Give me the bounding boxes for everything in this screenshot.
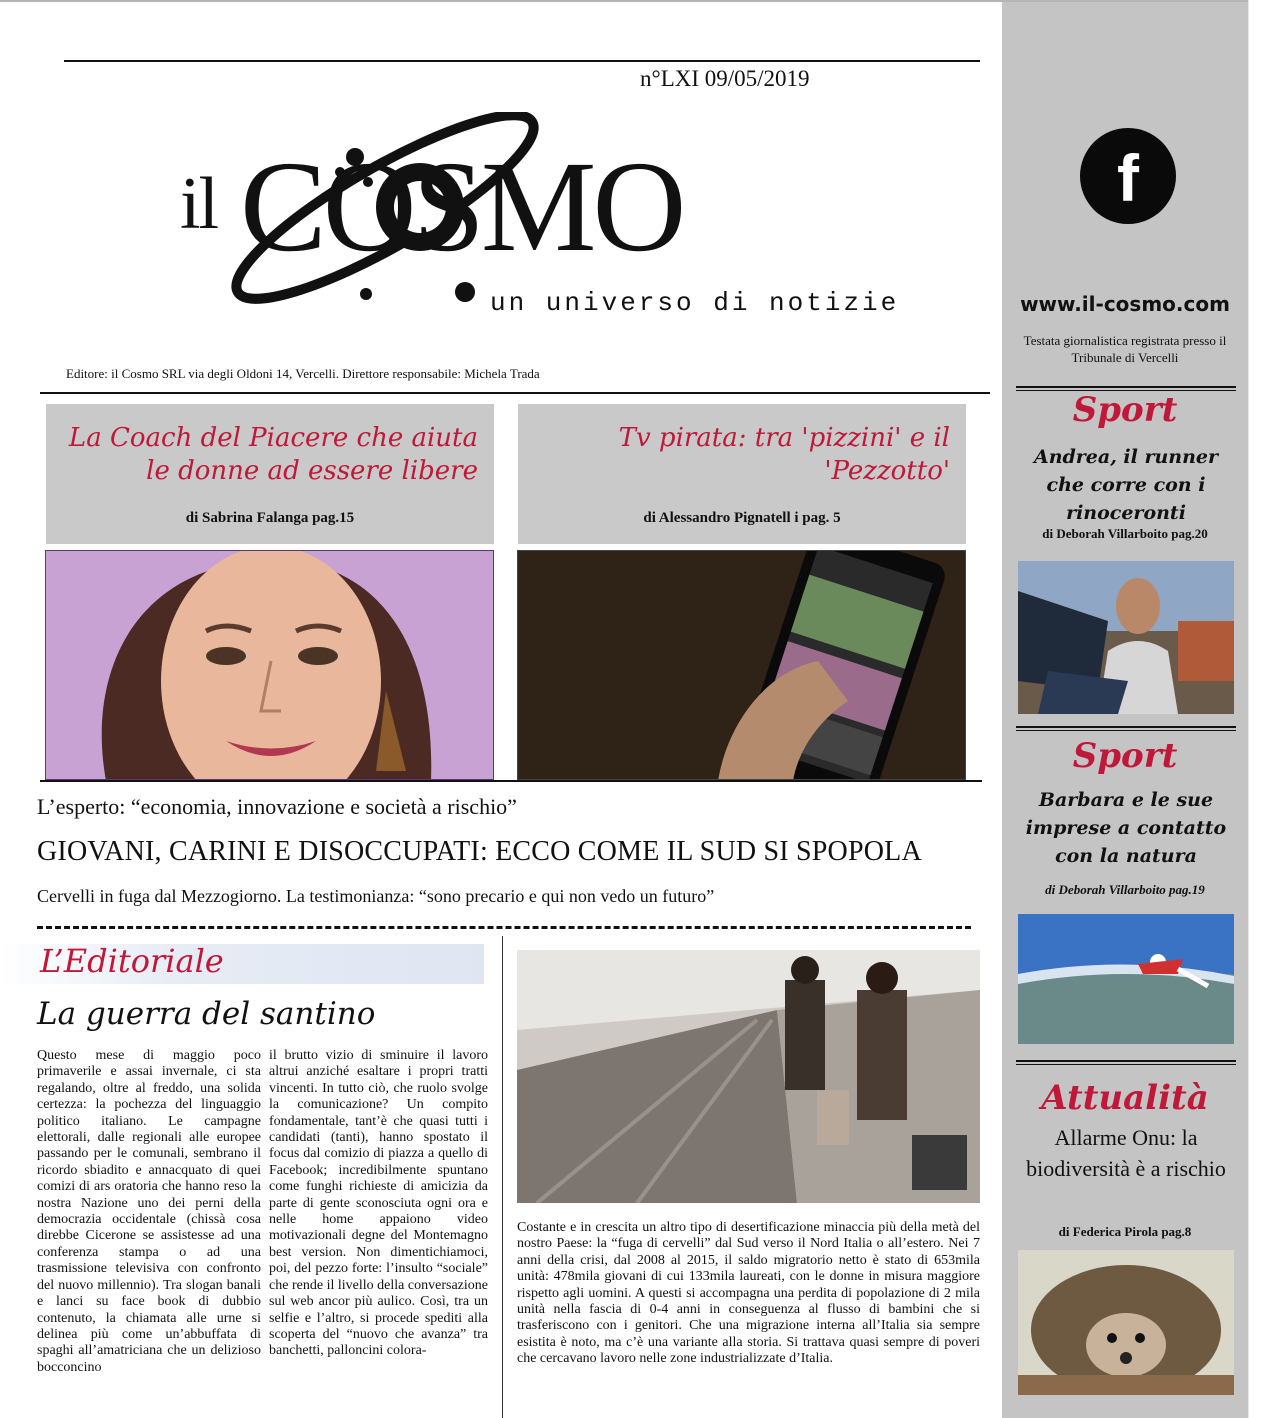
registration-note: Testata giornalistica registrata presso il Tribunale di Vercelli [1023,333,1227,365]
facebook-icon[interactable]: f [1080,128,1176,224]
feature-byline: di Sabrina Falanga pag.15 [185,510,355,526]
sidebar-title[interactable]: Andrea, il runner che corre con i rinoceronti [1033,446,1219,524]
feature-title: Tv pirata: tra 'pizzini' e il 'Pezzotto' [618,423,950,486]
station-photo[interactable] [517,950,980,1203]
feature-title: La Coach del Piacere che aiuta le donne ad essere libere [68,423,478,486]
dashed-rule [37,926,971,929]
sidebar-title[interactable]: Allarme Onu: la biodiversità è a rischio [1026,1125,1226,1181]
main-headline[interactable]: GIOVANI, CARINI E DISOCCUPATI: ECCO COME IL SUD SI SPOPOLA [37,836,922,867]
sidebar-category[interactable]: Attualità [1041,1078,1209,1118]
header-rule [40,392,990,394]
sidebar-byline: di Federica Pirola pag.8 [1058,1224,1192,1239]
sidebar-photo-hedgehog[interactable] [1018,1250,1234,1395]
website-link[interactable]: www.il-cosmo.com [1020,292,1230,316]
masthead-logo[interactable] [170,112,930,342]
page-edge [1248,0,1272,1418]
feature-box-tv-pirata[interactable] [518,404,966,544]
coach-photo[interactable] [45,550,494,780]
hedgehog-image [1018,1250,1234,1395]
sidebar-rule [1016,726,1236,731]
editorial-title[interactable]: La guerra del santino [37,996,376,1032]
sidebar-title[interactable]: Barbara e le sue imprese a contatto con la natura [1025,789,1227,867]
logo-il: il [180,163,218,245]
column-divider [502,936,503,1418]
sidebar-rule [1016,1060,1236,1065]
logo-tagline: un universo di notizie [490,288,900,318]
woman-portrait-image [46,551,494,780]
sidebar-byline: di Deborah Villarboito pag.20 [1042,526,1208,541]
story-kicker: L’esperto: “economia, innovazione e società a rischio” [37,794,517,819]
tv-pirata-photo[interactable] [517,550,966,780]
sidebar-category[interactable]: Sport [1072,736,1178,776]
issue-number: n°LXI 09/05/2019 [640,66,810,91]
runner-image [1018,561,1234,714]
logo-wordmark: COSMO [240,135,683,279]
editorial-column-1: Questo mese di maggio poco primaverile e assai invernale, ci sta regalando, oltre al freddo, una solida certezza: la pochezza del linguaggio politico italiano. Le campagne elettorali, dalle regionali alle europee passando per le comunali, sembrano il ricordo sbiadito e annacquato di quei comizi di ars oratoria che hanno reso la nostra Nazione uno dei perni della democrazia occidentale (chissà cosa direbbe Cicerone se assistesse ad una conferenza stampa o ad una trasmissione televisiva con confronto del nuovo millennio). Tra slogan banali e lanci su face book di dubbio contenuto, la chiamata alle urne si delinea più come un’abbuffata di spaghi all’amatriciana che un delizioso bocconcino [37,1048,261,1375]
sidebar-category[interactable]: Sport [1072,390,1178,430]
feature-box-coach[interactable] [46,404,494,544]
sidebar-photo-runner[interactable] [1018,561,1234,714]
main-story-body: Costante e in crescita un altro tipo di desertificazione minaccia più della metà del nostro Paese: la “fuga di cervelli” dal Sud verso il Nord Italia o all’estero. Nei 7 anni della crisi, dal 2008 al 2015, il saldo migratorio netto è stato di 653mila unità: 478mila giovani di cui 133mila laureati, con le donne in misura maggiore rispetto agli uomini. A questi si accompagna una perdita di popolazione di 2 mila unità nella fascia di 0-4 anni in conseguenza al flusso di bambini che si trasferiscono con i genitori. Che una migrazione interna all’Italia sia sempre esistita è noto, ma c’è una variante alla storia. Si trattava quasi sempre di poveri che cercavano lavoro nelle zone industrializzate d’Italia. [517,1220,980,1367]
masthead-rule [64,60,980,62]
sidebar [1002,2,1248,1418]
feature-byline: di Alessandro Pignatell i pag. 5 [643,510,841,526]
editorial-section-label: L’Editoriale [40,942,224,980]
editor-line: Editore: il Cosmo SRL via degli Oldoni 14, Vercelli. Direttore responsabile: Michela Trada [66,366,540,381]
sidebar-photo-skydiver[interactable] [1018,914,1234,1044]
photo-rule [40,780,982,782]
sidebar-byline: di Deborah Villarboito pag.19 [1045,882,1205,897]
story-subhead: Cervelli in fuga dal Mezzogiorno. La testimonianza: “sono precario e qui non vedo un futuro” [37,886,715,906]
smartphone-image [518,551,966,780]
train-platform-image [517,950,980,1203]
editorial-column-2: il brutto vizio di sminuire il lavoro altrui anziché esaltare i propri tratti vincenti. In tutto ciò, che ruolo svolge la comunicazione? Un compito fondamentale, tant’è che quasi tutti i candidati (tanti), hanno spostato il focus dal comizio di piazza a quello di Facebook; incredibilmente spuntano come funghi richieste di amicizia da parte di gente sconosciuta ogni ora e nelle home appaiono video motivazionali degne del Montemagno best version. Non dimentichiamoci, poi, del pezzo forte: l’insulto “sociale” che rende il livello della conversazione sul web ancor più aulico. Così, tra un selfie e l’altro, si procede spediti alla scoperta del “nuovo che avanza” tra banchetti, palloncini colora- [269,1048,488,1359]
skydiver-image [1018,914,1234,1044]
